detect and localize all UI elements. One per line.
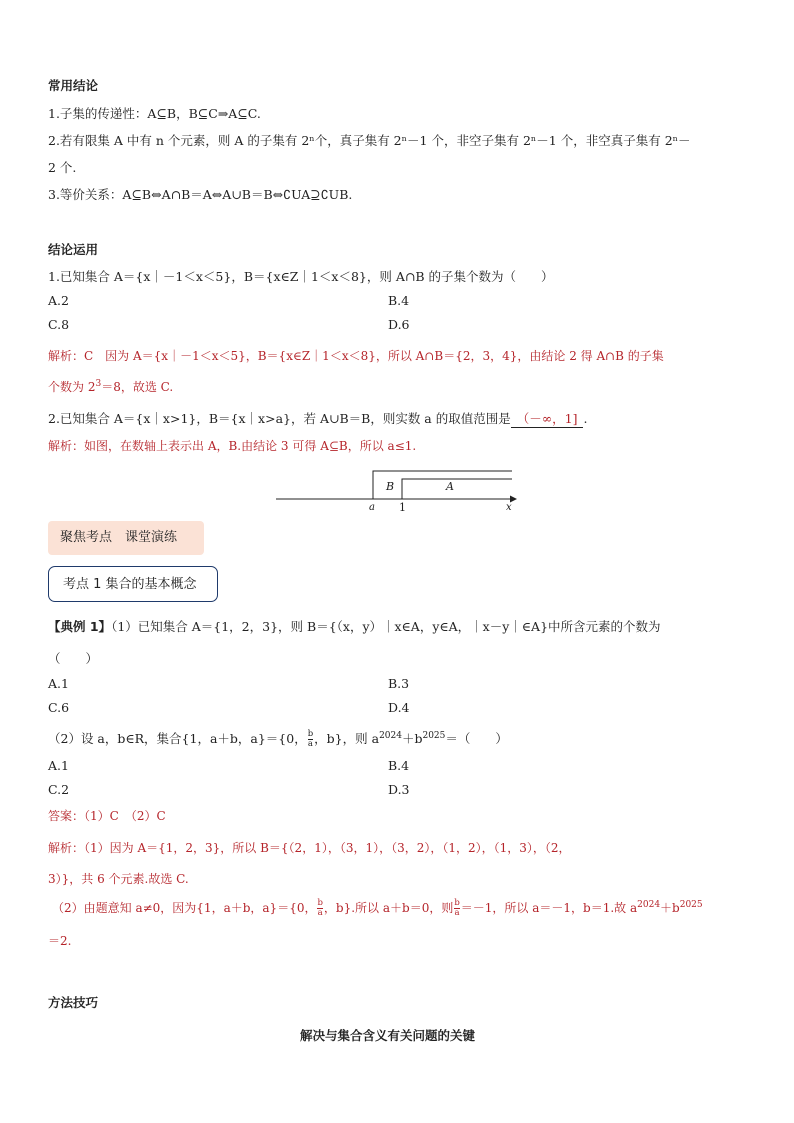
p2-option-b: B.4 — [388, 758, 410, 773]
example-1-answer: 答案：（1）C （2）C — [48, 809, 166, 823]
section-banner: 聚焦考点 课堂演练 — [48, 521, 204, 555]
example-1-solution-2a: （2）由题意知 a≠0，因为{1，a＋b，a}＝{0， $\frac{b}{a}$ ，b}.所以 a＋b＝0，则 $\frac{b}{a}$ ＝－1，所以 a＝－1，b＝1.故 $a^{2024}+b^{2025}$ — [52, 898, 703, 918]
p2-option-d: D.3 — [388, 782, 410, 797]
p2-option-c: C.2 — [48, 782, 70, 797]
question-1: 1.已知集合 A＝{x｜－1＜x＜5}，B＝{x∈Z｜1＜x＜8}，则 A∩B 的子集个数为（ ） — [48, 269, 554, 284]
example-1-solution-1a: 解析：（1）因为 A＝{1，2，3}，所以 B＝{（2，1），（3，1），（3，2），（1，2），（1，3），（2， — [48, 841, 571, 855]
conclusion-line-2b: 2 个. — [48, 160, 77, 175]
example-1-solution-2b: ＝2. — [48, 934, 72, 948]
example-1-part-1: 【典例 1】（1）已知集合 A＝{1，2，3}，则 B＝{（x，y）｜x∈A，y∈A，｜x－y｜∈A}中所含元素的个数为 — [48, 619, 661, 634]
example-1-solution-1b: 3）}，共 6 个元素.故选 C. — [48, 872, 189, 886]
q1-option-c: C.8 — [48, 317, 70, 332]
p1-option-b: B.3 — [388, 676, 410, 691]
q1-solution-line-2: 个数为 $2^3=8$，故选 C. — [48, 379, 174, 394]
label-a: A — [446, 480, 454, 493]
number-line-figure — [276, 466, 520, 512]
section-title-common-conclusions: 常用结论 — [48, 78, 99, 93]
kaodian-box: 考点 1 集合的基本概念 — [48, 566, 218, 602]
label-b: B — [386, 480, 395, 493]
answer-blank: （－∞，1] — [511, 409, 584, 428]
section-title-application: 结论运用 — [48, 242, 99, 257]
tick-label-a: a — [369, 502, 375, 512]
example-1-part-1-paren: （ ） — [48, 651, 99, 666]
p1-option-d: D.4 — [388, 700, 410, 715]
methods-subtitle: 解决与集合含义有关问题的关键 — [300, 1028, 476, 1043]
conclusion-line-2a: 2.若有限集 A 中有 n 个元素，则 A 的子集有 2ⁿ个，真子集有 2ⁿ－1 个，非空子集有 2ⁿ－1 个，非空真子集有 2ⁿ－ — [48, 133, 691, 148]
p2-option-a: A.1 — [48, 758, 69, 773]
axis-label-x: x — [506, 502, 512, 512]
example-1-part-2: （2）设 a，b∈R，集合{1，a＋b，a}＝{0， $\frac{b}{a}$ ，b}，则 $a^{2024}+b^{2025}=$（ ） — [48, 729, 508, 749]
q1-option-d: D.6 — [388, 317, 410, 332]
q1-solution-line-1: 解析：C 因为 A＝{x｜－1＜x＜5}，B＝{x∈Z｜1＜x＜8}，所以 A∩B＝{2，3，4}，由结论 2 得 A∩B 的子集 — [48, 349, 664, 363]
set-a-bracket — [402, 479, 512, 499]
conclusion-line-1: 1.子集的传递性：A⊆B，B⊆C⇒A⊆C. — [48, 106, 261, 121]
q2-solution: 解析：如图，在数轴上表示出 A，B.由结论 3 可得 A⊆B，所以 a≤1. — [48, 439, 417, 453]
section-title-methods: 方法技巧 — [48, 995, 99, 1010]
p1-option-c: C.6 — [48, 700, 70, 715]
q1-option-b: B.4 — [388, 293, 410, 308]
question-2: 2.已知集合 A＝{x｜x>1}，B＝{x｜x>a}，若 A∪B＝B，则实数 a 的取值范围是 （－∞，1] . — [48, 411, 588, 426]
q1-option-a: A.2 — [48, 293, 69, 308]
tick-label-1: 1 — [399, 501, 406, 512]
p1-option-a: A.1 — [48, 676, 69, 691]
conclusion-line-3: 3.等价关系：A⊆B⇔A∩B＝A⇔A∪B＝B⇔∁UA⊇∁UB. — [48, 187, 353, 202]
